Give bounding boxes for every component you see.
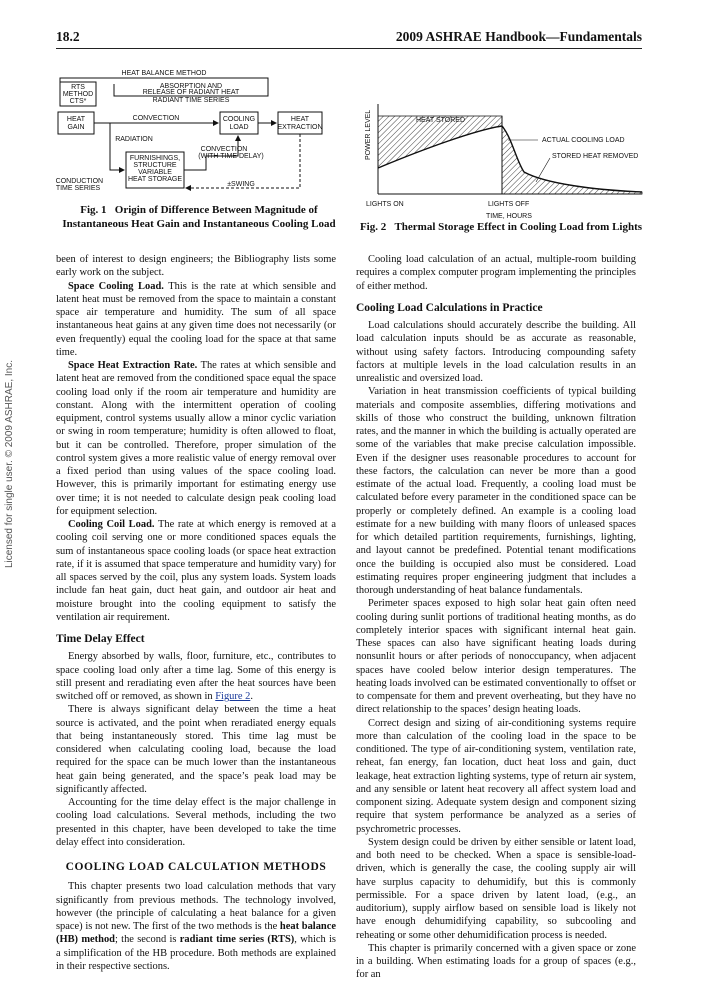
left-p3 — [56, 359, 336, 518]
term-rts: radiant time series (RTS) — [179, 934, 295, 946]
label-cd2: (WITH TIME DELAY) — [198, 153, 264, 160]
right-p4: Perimeter spaces exposed to high solar heat gain often need cooling during sunlit portions of traditional heating months, as do completely interior spaces with significant internal heat gain. These spaces can also have significant heating loads during nonsunlit hours or after periods of nonoccupancy, when adjacent spaces have cooled below interior design temperatures. The heating loads involved can be estimated conventionally to offset or to compensate for them and prevent overheating, but they have no direct relationship to the spaces’ design heating loads. — [356, 598, 636, 716]
left-p8-text-b: ; the second is — [114, 934, 180, 946]
left-p8 — [56, 880, 336, 973]
label-cd1: CONVECTION — [200, 146, 248, 153]
label-fs2: STRUCTURE — [133, 162, 177, 169]
label-heat-stored: HEAT STORED — [416, 117, 466, 124]
left-column — [56, 253, 336, 973]
label-rts2: METHOD — [62, 91, 94, 98]
label-he2: EXTRACTION — [277, 124, 323, 131]
right-column — [356, 253, 636, 982]
label-cl2: LOAD — [229, 124, 249, 131]
leader-stored-heat — [536, 158, 550, 182]
figure-2-caption: Fig. 2 Thermal Storage Effect in Cooling Load from Lights — [359, 221, 643, 233]
right-p2: Load calculations should accurately describe the building. All load calculation inputs should be as accurate as reasonable, without using safety factors. Introducing compounding safety factors at multiple levels in the load calculation results in an unrealistic and oversized load. — [356, 320, 636, 384]
figure-1-caption — [56, 203, 342, 231]
header-rule — [56, 48, 642, 49]
figure-1-svg — [56, 68, 342, 200]
figure-1-caption-line2: Instantaneous Heat Gain and Instantaneous Cooling Load — [62, 218, 336, 230]
left-p7: Accounting for the time delay effect is the major challenge in cooling load calculations. Several methods, including the two presented in this chapter, have been developed to take the time delay effect into consideration. — [56, 797, 336, 848]
left-p2-text: This is the rate at which sensible and latent heat must be removed from the space to maintain a constant space air temperature and humidity. The sum of all space instantaneous heat gains at any given time does not necessarily (or even frequently) equal the cooling load for the space at that same time. — [56, 280, 336, 358]
label-cl1: COOLING — [222, 116, 256, 123]
label-abs3: RADIANT TIME SERIES — [152, 97, 230, 104]
left-p5-text-a: Energy absorbed by walls, floor, furniture, etc., contributes to space cooling load only after a time lag. Some of this energy is still present and reradiating even after the heat sources have been switched off or removed, as shown in — [56, 651, 336, 702]
right-p6: System design could be driven by either sensible or latent load, and both need to be checked. When a space is sensible-load-driven, which is generally the case, the cooling supply air will have surplus capacity to dehumidify, but this is commonly permissible. For a space driven by latent load, (e.g., an auditorium), supply airflow based on sensible load is likely not have enough dehumidifying capability, so subcooling and reheating or some other dehumidification process is needed. — [356, 836, 636, 941]
heading-cooling-load-methods: COOLING LOAD CALCULATION METHODS — [65, 861, 327, 873]
label-fs3: VARIABLE — [138, 169, 172, 176]
figure-2-diagram — [356, 98, 646, 224]
heading-time-delay-effect: Time Delay Effect — [56, 633, 145, 645]
label-hg2: GAIN — [67, 124, 85, 131]
left-p4 — [56, 518, 336, 624]
label-abs1: ABSORPTION AND — [159, 83, 223, 90]
label-ct2: TIME SERIES — [56, 185, 101, 192]
left-p2 — [56, 280, 336, 360]
label-he1: HEAT — [290, 116, 310, 123]
figure-2-link[interactable]: Figure 2 — [215, 691, 251, 702]
term-space-heat-extraction: Space Heat Extraction Rate. — [68, 360, 198, 371]
left-p4-text: The rate at which energy is removed at a cooling coil serving one or more conditioned spaces equals the sum of instantaneous space cooling loads (or space heat extraction rate, if it is assumed that space temperature and humidity vary) for all spaces served by the coil, plus any system loads. System loads include fan heat gain, duct heat gain, and outdoor air heat and moisture brought into the cooling equipment to satisfy the ventilation air requirement. — [56, 519, 337, 623]
label-lights-on: LIGHTS ON — [366, 201, 404, 208]
label-radiation: RADIATION — [115, 136, 153, 143]
label-abs2: RELEASE OF RADIANT HEAT — [142, 89, 240, 96]
right-p1: Cooling load calculation of an actual, multiple-room building requires a complex computer program implementing the principles of either method. — [356, 254, 636, 292]
right-p5: Correct design and sizing of air-conditioning systems require more than calculation of the cooling load in the space to be conditioned. The type of air-conditioning system, ventilation rate, reheat, fan energy, fan location, duct heat loss and gain, duct leakage, heat extraction lighting systems, type of return air system, and any sensible or latent heat recovery all affect system load and component sizing. Adequate system design and component sizing require that system performance be analyzed as a series of psychrometric processes. — [356, 717, 636, 835]
label-rts3: CTS* — [69, 98, 87, 105]
left-p1: been of interest to design engineers; the Bibliography lists some early work on the subject. — [56, 254, 336, 279]
right-p3: Variation in heat transmission coefficients of typical building materials and composite assemblies, differing motivations and skills of those who construct the building, unknown filtration rates, and the manner in which the building is actually operated are some of the variables that make precise calculation impossible. Even if the designer uses reasonable procedures to account for these factors, the calculation can never be more than a good estimate of the actual load. Frequently, a cooling load must be calculated before every parameter in the conditioned space can be properly or completely defined. An example is a cooling load estimate for a new building with many floors of unleased spaces for which detailed partition requirements, furnishings, lighting, and layout cannot be predefined. Potential tenant modifications once the building is occupied also must be considered. Load estimating requires proper engineering judgment that includes a thorough understanding of heat balance fundamentals. — [356, 386, 636, 596]
figure-1-diagram — [56, 68, 342, 200]
label-hbm: HEAT BALANCE METHOD — [121, 70, 207, 77]
running-header-title: 2009 ASHRAE Handbook—Fundamentals — [395, 29, 642, 44]
label-actual-cooling-load: ACTUAL COOLING LOAD — [542, 137, 625, 144]
figure-2-svg — [356, 98, 646, 224]
radiation-arrow — [110, 123, 124, 170]
label-time-axis: TIME, HOURS — [486, 213, 532, 220]
left-p8-text-a: This chapter presents two load calculation methods that vary significantly from previous methods. The technology involved, however (the principle of calculating a heat balance for a given space) is not new. The first of the two methods is the — [56, 881, 336, 932]
label-lights-off: LIGHTS OFF — [488, 201, 530, 208]
left-p5-text-b: . — [250, 691, 253, 702]
left-p6: There is always significant delay between the time a heat source is activated, and the point when reradiated energy equals that being instantaneously stored. This time lag must be considered when calculating cooling load, because the load required for the space can be much lower than the instantaneous heat gain being generated, and the space’s peak load may be significantly affected. — [56, 704, 336, 795]
label-fs4: HEAT STORAGE — [127, 176, 183, 183]
label-hg1: HEAT — [66, 116, 86, 123]
label-convection: CONVECTION — [132, 115, 180, 122]
license-text: Licensed for single user. © 2009 ASHRAE, Inc. — [4, 360, 15, 569]
right-p7: This chapter is primarily concerned with a given space or zone in a building. When estimating loads for a group of spaces (e.g., for an — [356, 942, 636, 981]
left-p5 — [56, 650, 336, 703]
heading-calculations-in-practice: Cooling Load Calculations in Practice — [356, 301, 543, 314]
term-space-cooling-load: Space Cooling Load. — [68, 280, 164, 292]
label-swing: ±SWING — [227, 181, 255, 188]
label-fs1: FURNISHINGS, — [129, 155, 181, 162]
term-heat-balance: heat balance (HB) method — [56, 921, 336, 946]
page-number: 18.2 — [56, 29, 80, 44]
left-p8-text-c: , which is a simplification of the HB procedure. Both methods are explained in their respective sections. — [56, 934, 336, 972]
left-p3-text: The rates at which sensible and latent heat are removed from the conditioned space equal the space cooling load only if the room air temperature and humidity are constant. Along with the intermittent operation of cooling equipment, control systems usually allow a minor cyclic variation or swing in room temperature; humidity is often allowed to float, but it can be controlled. Therefore, proper simulation of the control system gives a more realistic value of energy removal over a fixed period than using values of the space cooling load. However, this is primarily important for estimating energy use over time; it is not needed to calculate design peak cooling load for equipment selection. — [56, 360, 336, 517]
label-rts1: RTS — [71, 84, 85, 91]
term-cooling-coil-load: Cooling Coil Load. — [68, 519, 155, 530]
label-stored-heat-removed: STORED HEAT REMOVED — [552, 153, 639, 160]
figure-1-caption-line1: Fig. 1 Origin of Difference Between Magnitude of — [80, 204, 318, 216]
label-power-level: POWER LEVEL — [365, 109, 372, 160]
swing-arrow — [186, 134, 300, 188]
label-ct1: *CONDUCTION — [56, 178, 104, 185]
